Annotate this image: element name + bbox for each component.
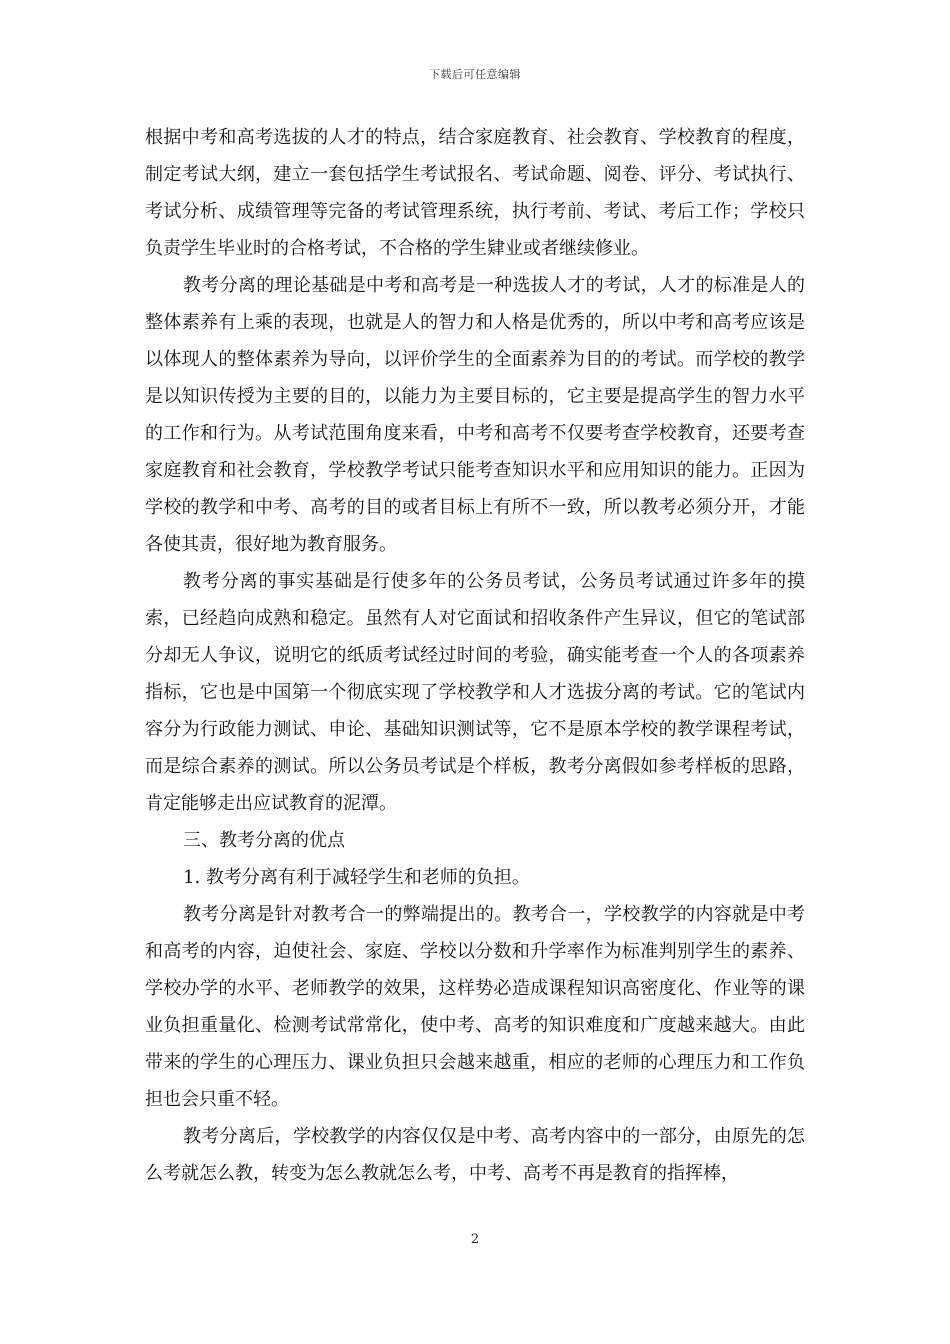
paragraph-fact-basis: 教考分离的事实基础是行使多年的公务员考试，公务员考试通过许多年的摸索，已经趋向成熟和稳定。虽然有人对它面试和招收条件产生异议，但它的笔试部分却无人争议，说明它的纸质考试经过时间的考验，确实能考查一个人的各项素养指标，它也是中国第一个彻底实现了学校教学和人才选拔分离的考试。它的笔试内容分为行政能力测试、申论、基础知识测试等，它不是原本学校的教学课程考试，而是综合素养的测试。所以公务员考试是个样板，教考分离假如参考样板的思路，肯定能够走出应试教育的泥潭。: [145, 571, 805, 814]
page-header: 下载后可任意编辑: [429, 68, 521, 81]
paragraph-after-separation: 教考分离后，学校教学的内容仅仅是中考、高考内容中的一部分，由原先的怎么考就怎么教，转变为怎么教就怎么考，中考、高考不再是教育的指挥棒，: [145, 1126, 805, 1184]
paragraph-burden: 教考分离是针对教考合一的弊端提出的。教考合一，学校教学的内容就是中考和高考的内容，迫使社会、家庭、学校以分数和升学率作为标准判别学生的素养、学校办学的水平、老师教学的效果，这样势必造成课程知识高密度化、作业等的课业负担重量化、检测考试常常化，使中考、高考的知识难度和广度越来越大。由此带来的学生的心理压力、课业负担只会越来越重，相应的老师的心理压力和工作负担也会只重不轻。: [145, 904, 805, 1110]
page-number: 2: [470, 1232, 480, 1247]
subheading-reduce-burden: 1. 教考分离有利于减轻学生和老师的负担。: [183, 867, 530, 888]
paragraph-continued: 根据中考和高考选拔的人才的特点，结合家庭教育、社会教育、学校教育的程度，制定考试大纲，建立一套包括学生考试报名、考试命题、阅卷、评分、考试执行、考试分析、成绩管理等完备的考试管理系统，执行考前、考试、考后工作；学校只负责学生毕业时的合格考试，不合格的学生肄业或者继续修业。: [145, 127, 805, 259]
section-heading-advantages: 三、教考分离的优点: [183, 830, 345, 851]
document-body: [145, 119, 805, 1192]
paragraph-theory-basis: 教考分离的理论基础是中考和高考是一种选拔人才的考试，人才的标准是人的整体素养有上乘的表现，也就是人的智力和人格是优秀的，所以中考和高考应该是以体现人的整体素养为导向，以评价学生的全面素养为目的的考试。而学校的教学是以知识传授为主要的目的，以能力为主要目标的，它主要是提高学生的智力水平的工作和行为。从考试范围角度来看，中考和高考不仅要考查学校教育，还要考查家庭教育和社会教育，学校教学考试只能考查知识水平和应用知识的能力。正因为学校的教学和中考、高考的目的或者目标上有所不一致，所以教考必须分开，才能各使其责，很好地为教育服务。: [145, 275, 805, 555]
